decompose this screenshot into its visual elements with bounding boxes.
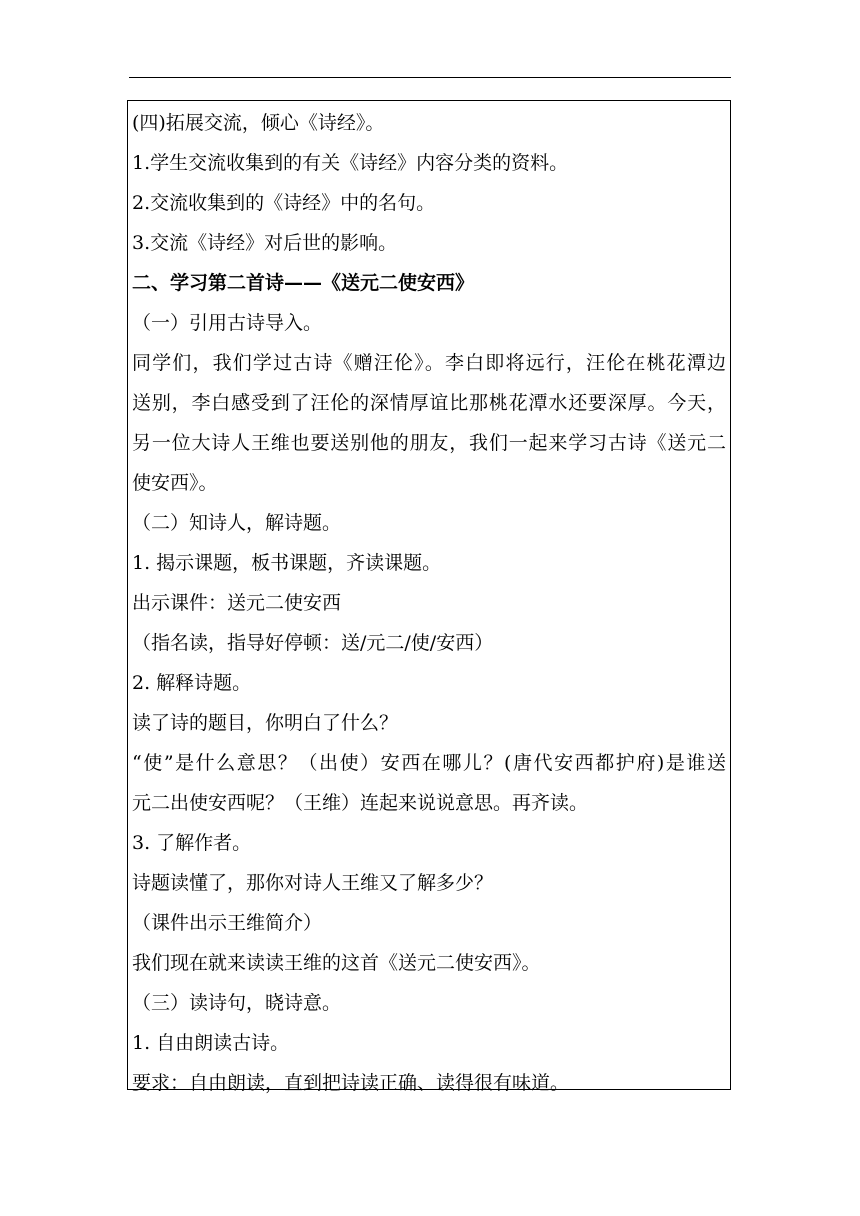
text-line: 使安西》。 (132, 472, 218, 494)
text-line: 送别，李白感受到了汪伦的深情厚谊比那桃花潭水还要深厚。今天， (132, 392, 726, 414)
text-line: 1.学生交流收集到的有关《诗经》内容分类的资料。 (132, 152, 569, 174)
text-line: （一）引用古诗导入。 (132, 312, 323, 334)
text-line: 3.交流《诗经》对后世的影响。 (132, 232, 398, 254)
text-line: 元二出使安西呢？（王维）连起来说说意思。再齐读。 (132, 792, 589, 814)
text-line: 2. 解释诗题。 (132, 672, 252, 694)
text-line: 3. 了解作者。 (132, 832, 252, 854)
text-line: 出示课件：送元二使安西 (132, 592, 342, 614)
text-line: “使”是什么意思？（出使）安西在哪儿？(唐代安西都护府)是谁送 (132, 752, 726, 774)
text-line: （三）读诗句，晓诗意。 (132, 992, 342, 1014)
text-line: 读了诗的题目，你明白了什么？ (132, 712, 399, 734)
section-heading: 二、学习第二首诗——《送元二使安西》 (132, 272, 475, 294)
text-line: （二）知诗人，解诗题。 (132, 512, 342, 534)
text-line: 要求：自由朗读，直到把诗读正确、读得很有味道。 (132, 1072, 570, 1094)
text-line: 诗题读懂了，那你对诗人王维又了解多少？ (132, 872, 494, 894)
text-line: 2.交流收集到的《诗经》中的名句。 (132, 192, 436, 214)
lesson-content-box (127, 100, 731, 1094)
header-rule (129, 77, 731, 78)
lesson-text (132, 103, 726, 1103)
text-line: 1. 自由朗读古诗。 (132, 1032, 290, 1054)
text-line: 我们现在就来读读王维的这首《送元二使安西》。 (132, 952, 541, 974)
text-line: 另一位大诗人王维也要送别他的朋友，我们一起来学习古诗《送元二 (132, 432, 726, 454)
text-line: (四)拓展交流，倾心《诗经》。 (132, 112, 385, 134)
text-line: （课件出示王维简介） (132, 912, 323, 934)
text-line: （指名读，指导好停顿：送/元二/使/安西） (132, 632, 494, 654)
text-line: 同学们，我们学过古诗《赠汪伦》。李白即将远行，汪伦在桃花潭边 (132, 352, 726, 374)
text-line: 1. 揭示课题，板书课题，齐读课题。 (132, 552, 442, 574)
